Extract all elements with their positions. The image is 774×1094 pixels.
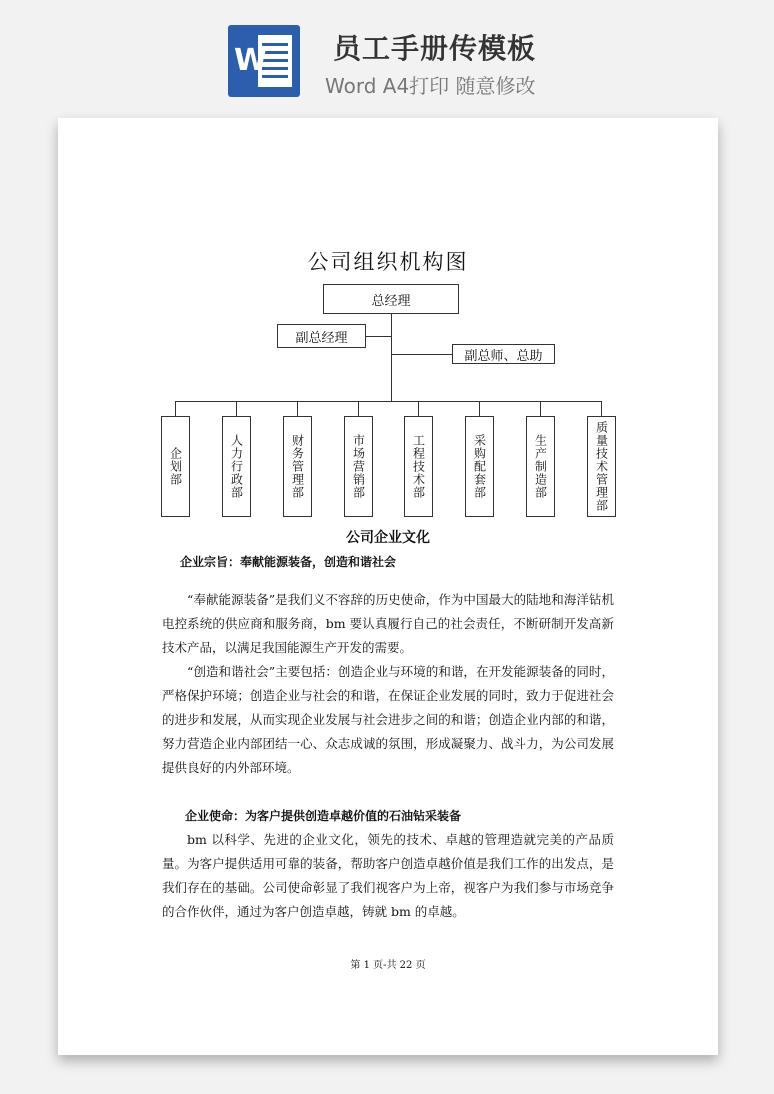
header [0, 0, 774, 118]
header-subtitle: Word A4打印 随意修改 [325, 74, 536, 98]
purpose-paragraph: “创造和谐社会”主要包括：创造企业与环境的和谐，在开发能源装备的同时，严格保护环境；创造企业与社会的和谐，在保证企业发展的同时，致力于促进社会的进步和发展，从而实现企业发展与社会进步之间的和谐；创造企业内部的和谐，努力营造企业内部团结一心、众志成诚的氛围，形成凝聚力、战斗力，为公司发展提供良好的内外部环境。 [162, 664, 614, 775]
org-vice-right-box: 副总师、总助 [452, 344, 555, 364]
mission-paragraph: bm 以科学、先进的企业文化，领先的技术、卓越的管理造就完美的产品质量。为客户提供适用可靠的装备，帮助客户创造卓越价值是我们工作的出发点，是我们存在的基础。公司使命彰显了我们视客户为上帝，视客户为我们参与市场竞争的合作伙伴，通过为客户创造卓越，铸就 bm 的卓越。 [162, 832, 614, 919]
org-dept-box: 市场营销部 [344, 416, 373, 517]
org-dept-box: 工程技术部 [404, 416, 433, 517]
org-dept-box: 财务管理部 [283, 416, 312, 517]
org-dept-box: 质量技术管理部 [587, 416, 616, 517]
document-page [58, 118, 718, 1055]
purpose-line: 企业宗旨：奉献能源装备，创造和谐社会 [180, 555, 397, 569]
org-dept-box: 生产制造部 [526, 416, 555, 517]
purpose-paragraph: “奉献能源装备”是我们义不容辞的历史使命，作为中国最大的陆地和海洋钻机电控系统的供应商和服务商，bm 要认真履行自己的社会责任，不断研制开发高新技术产品，以满足我国能源生产开发的需要。 [162, 592, 614, 655]
culture-title: 公司企业文化 [346, 530, 430, 546]
org-vice-left-box: 副总经理 [277, 324, 366, 348]
org-dept-box: 采购配套部 [465, 416, 494, 517]
org-chart-title: 公司组织机构图 [307, 250, 469, 274]
org-dept-box: 企划部 [161, 416, 190, 517]
org-dept-box: 人力行政部 [222, 416, 251, 517]
page-footer: 第 1 页-共 22 页 [350, 960, 426, 971]
header-title: 员工手册传模板 [333, 32, 537, 65]
word-icon-letter: W [234, 43, 268, 78]
mission-line: 企业使命：为客户提供创造卓越价值的石油钻采装备 [185, 809, 462, 823]
word-icon [228, 25, 300, 97]
org-root-box: 总经理 [323, 284, 459, 314]
